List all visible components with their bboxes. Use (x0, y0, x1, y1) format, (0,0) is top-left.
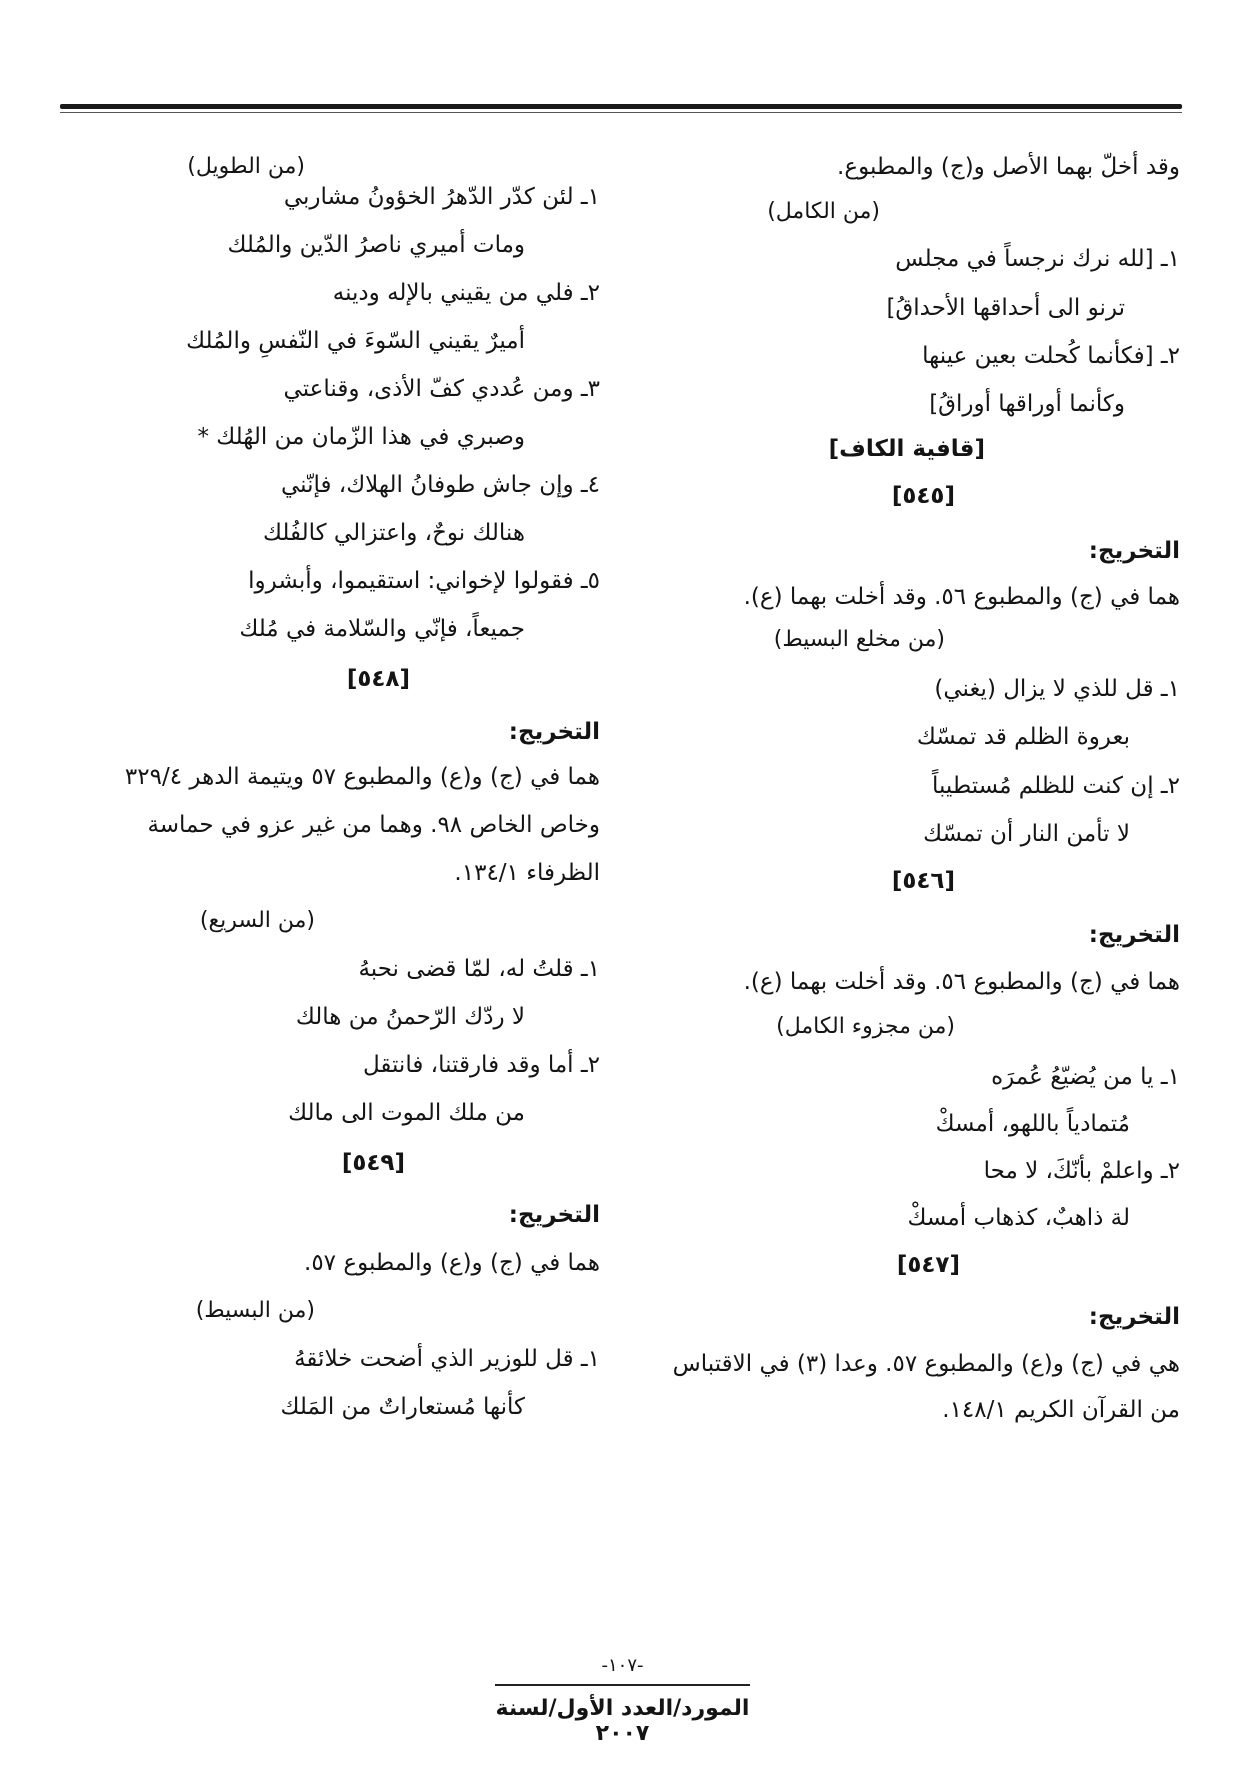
page-number: -١٠٧- (601, 1655, 644, 1676)
left-column-line: [٥٤٩] (341, 1150, 405, 1176)
right-column-line: لا تأمن النار أن تمسّك (923, 821, 1130, 847)
left-column-line: ١ـ قلتُ له، لمّا قضى نحبهُ (358, 956, 600, 982)
right-column-line: وكأنما أوراقها أوراقُ] (929, 391, 1125, 417)
right-column-line: لة ذاهبٌ، كذهاب أمسكْ (907, 1205, 1130, 1231)
right-column-line: مُتمادياً باللهو، أمسكْ (935, 1111, 1130, 1137)
right-column-line: ترنو الى أحداقها الأحداقُ] (886, 295, 1125, 321)
right-column-line: وقد أخلّ بهما الأصل و(ج) والمطبوع. (837, 154, 1180, 180)
right-column-line: بعروة الظلم قد تمسّك (916, 724, 1130, 750)
right-column-line: [٥٤٦] (891, 868, 955, 894)
header-rule-thin (60, 112, 1182, 113)
left-column-line: ومات أميري ناصرُ الدّين والمُلك (227, 232, 525, 258)
journal-footer: المورد/العدد الأول/لسنة ٢٠٠٧ (495, 1696, 750, 1746)
left-column-line: كأنها مُستعاراتٌ من المَلك (280, 1394, 525, 1420)
left-column-line: ٥ـ فقولوا لإخواني: استقيموا، وأبشروا (248, 568, 600, 594)
left-column-line: [٥٤٨] (346, 666, 410, 692)
right-column-line: التخريج: (1088, 922, 1180, 948)
right-column-line: من القرآن الكريم ١٤٨/١. (942, 1397, 1180, 1423)
right-column-line: هما في (ج) والمطبوع ٥٦. وقد أخلت بهما (ع). (743, 969, 1180, 995)
left-column-line: وخاص الخاص ٩٨. وهما من غير عزو في حماسة (147, 812, 600, 838)
left-column-line: ١ـ قل للوزير الذي أضحت خلائقهُ (294, 1346, 600, 1372)
right-column-line: ٢ـ إن كنت للظلم مُستطيباً (931, 773, 1180, 799)
left-column-line: ٤ـ وإن جاش طوفانُ الهلاك، فإنّني (280, 472, 600, 498)
left-column-line: وصبري في هذا الزّمان من الهُلك * (197, 424, 525, 450)
header-rule (60, 104, 1182, 109)
right-column-line: ١ـ قل للذي لا يزال (يغني) (934, 676, 1180, 702)
left-column-line: ٣ـ ومن عُددي كفّ الأذى، وقناعتي (283, 376, 600, 402)
left-column-line: التخريج: (508, 1202, 600, 1228)
left-column-line: من ملك الموت الى مالك (288, 1100, 525, 1126)
left-column-line: أميرٌ يقيني السّوءَ في النّفسِ والمُلك (186, 328, 525, 354)
right-column-line: (من مجزوء الكامل) (776, 1014, 955, 1039)
right-column-line: ٢ـ [فكأنما كُحلت بعين عينها (922, 343, 1180, 369)
right-column-line: ١ـ [لله نرك نرجساً في مجلس (895, 246, 1180, 272)
right-column-line: [٥٤٧] (896, 1252, 960, 1278)
right-column-line: [٥٤٥] (891, 483, 955, 509)
right-column-line: [قافية الكاف] (828, 436, 985, 462)
left-column-line: (من الطويل) (187, 154, 305, 179)
left-column-line: ٢ـ أما وقد فارقتنا، فانتقل (362, 1052, 600, 1078)
left-column-line: (من السريع) (199, 908, 315, 933)
left-column-line: ١ـ لئن كدّر الدّهرُ الخؤونُ مشاربي (283, 184, 600, 210)
left-column-line: هنالك نوحٌ، واعتزالي كالفُلك (263, 520, 525, 546)
left-column-line: جميعاً، فإنّي والسّلامة في مُلك (239, 616, 525, 642)
left-column-line: (من البسيط) (195, 1298, 315, 1323)
right-column-line: (من الكامل) (767, 199, 880, 224)
left-column-line: ٢ـ فلي من يقيني بالإله ودينه (332, 280, 600, 306)
right-column-line: ٢ـ واعلمْ بأنّكَ، لا محا (983, 1158, 1180, 1184)
right-column-line: التخريج: (1088, 538, 1180, 564)
footer-rule (495, 1684, 750, 1686)
right-column-line: هما في (ج) والمطبوع ٥٦. وقد أخلت بهما (ع). (743, 584, 1180, 610)
right-column-line: هي في (ج) و(ع) والمطبوع ٥٧. وعدا (٣) في الاقتباس (672, 1351, 1180, 1377)
right-column-line: التخريج: (1088, 1304, 1180, 1330)
right-column-line: (من مخلع البسيط) (773, 627, 945, 652)
left-column-line: لا ردّك الرّحمنُ من هالك (295, 1004, 525, 1030)
left-column-line: هما في (ج) و(ع) والمطبوع ٥٧ ويتيمة الدهر ٣٢٩/٤ (124, 764, 600, 790)
left-column-line: التخريج: (508, 719, 600, 745)
left-column-line: هما في (ج) و(ع) والمطبوع ٥٧. (304, 1250, 600, 1276)
left-column-line: الظرفاء ١٣٤/١. (454, 860, 600, 886)
right-column-line: ١ـ يا من يُضيّعُ عُمرَه (991, 1064, 1180, 1090)
